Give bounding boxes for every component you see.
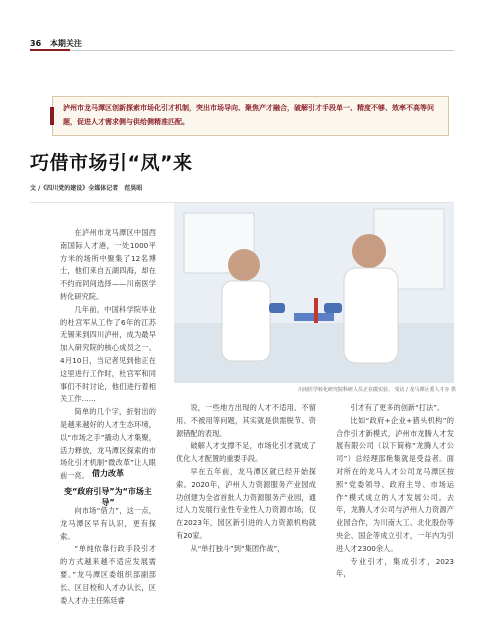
body-paragraph: 向市场“借力”，这一点，龙马潭区早有认识，更有探索。 xyxy=(60,506,156,541)
body-paragraph: 说，一些地方出现的人才不适用、不留用、不被用等问题，其实就是供需脱节、资源错配的表现。 xyxy=(176,403,316,438)
article-byline: 文 /《四川党的建设》全媒体记者 范昊昭 xyxy=(30,185,143,192)
page-header xyxy=(30,38,82,49)
body-paragraph: 从“单打独斗”到“集团作战”， xyxy=(190,543,285,553)
body-column-2 xyxy=(176,402,316,556)
page-number: 36 xyxy=(30,39,42,48)
intro-paragraph: 几年前，中国科学院毕业的杜宫军从工作了6年的江苏无锡来到四川泸州，成为最早加入研究院的核心成员之一。4月10日，当记者见到他正在这里进行工作时，杜宫军和同事们不时讨论，他们进行着相关工作…… xyxy=(60,304,156,404)
section-subtitle: 变“政府引导”为“市场主导” xyxy=(64,487,152,507)
body-paragraph: 破解人才支撑不足，市场化引才就成了优化人才配置的重要手段。 xyxy=(176,441,316,464)
photo-caption: 川南医学转化研究院科研人员正在做实验。 受访 / 龙马潭区委人才办 供 xyxy=(297,387,456,393)
intro-paragraph: 在泸州市龙马潭区中国西南国际人才港，一处1000平方米的场所中聚集了12名博士，他们来自五湖四海，却在不约而同间选择——川南医学转化研究院。 xyxy=(60,228,156,301)
section-title: 借力改革 xyxy=(92,469,124,478)
abstract-text: 泸州市龙马潭区创新探索市场化引才机制，突出市场导向、聚焦产才融合，破解引才手段单一、精度不够、效率不高等问题，促进人才需求侧与供给侧精准匹配。 xyxy=(63,104,434,126)
abstract-accent-bar xyxy=(50,107,54,125)
body-paragraph: 早在五年前，龙马潭区就已经开始探索。2020年，泸州人力资源服务产业园成功创建为全省首批人力资源服务产业园，通过人力发展行业性专业性人力资源市场，仅在2023年，园区新引进的人力资源机构就有20家。 xyxy=(176,466,316,540)
lab-photo-illustration xyxy=(174,203,454,383)
header-rule xyxy=(30,50,454,51)
section-name: 本期关注 xyxy=(49,39,82,48)
body-column-1 xyxy=(60,505,156,607)
intro-column xyxy=(60,227,156,483)
body-paragraph: 专业引才，集成引才，2023年， xyxy=(336,556,454,579)
body-paragraph: “单纯依靠行政手段引才的方式越来越不适应发展需要。”龙马潭区委组织部副部长、区目校和人才办认长，区委人才办主任陈廷睿 xyxy=(60,544,156,605)
body-paragraph: 比如“政府+企业+猎头机构”的合作引才新模式，泸州市龙腾人才发展有限公司（以下简称“龙腾人才公司”）总经理邵艳集就是受益者。面对所在的龙马人才公司龙马潭区按照“党委领导、政府主导、市场运作”模式成立的人才发展公司。去年，龙腾人才公司与泸州人力资源产业园合作，为川南大工、北化股份等央企、国企等成立引才，一年内为引进人才2300余人。 xyxy=(336,415,454,553)
abstract-box xyxy=(52,96,449,136)
lab-photo xyxy=(174,203,454,383)
body-paragraph: 引才有了更多的创新“打法”。 xyxy=(350,403,445,412)
intro-paragraph: 简单的几个字，折射出的是越来越好的人才生态环境，以“市场之手”撬动人才集聚，活力释放，龙马潭区探索的市场化引才机制“微改革”让人眼前一亮。 xyxy=(60,407,156,481)
body-column-3 xyxy=(336,402,454,581)
article-title: 巧借市场引“凤”来 xyxy=(30,152,193,174)
